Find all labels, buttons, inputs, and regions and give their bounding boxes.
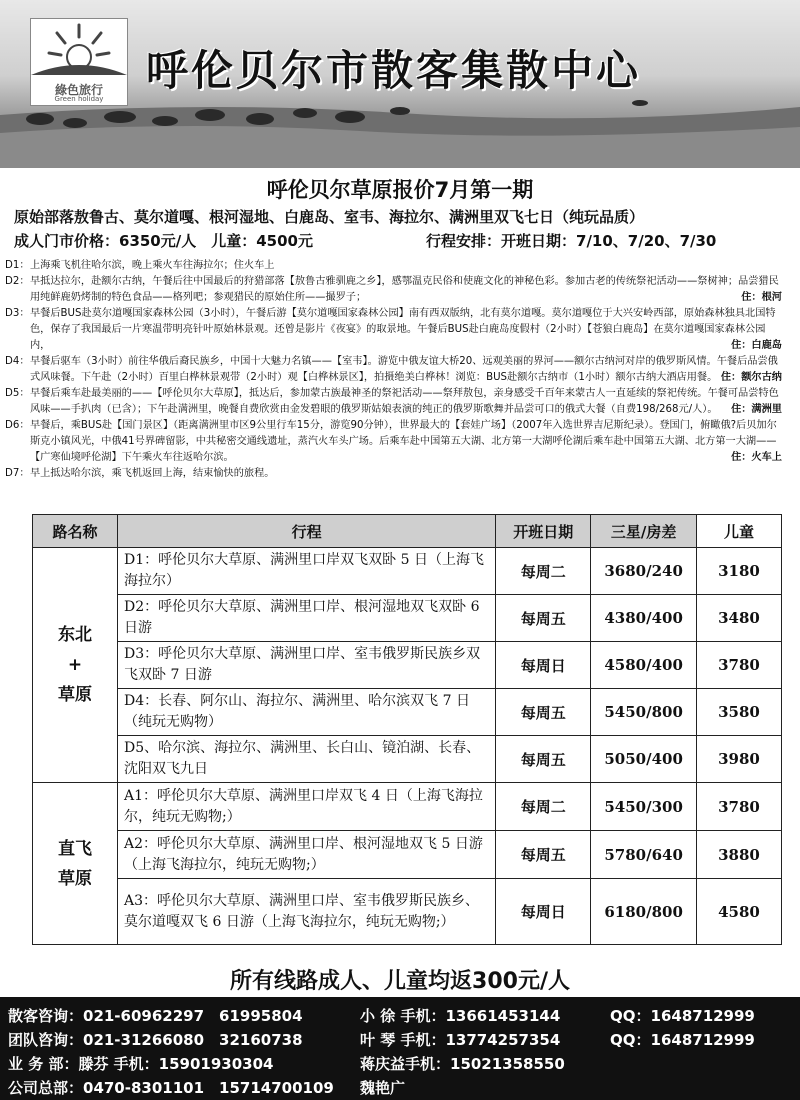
table-row [33,548,782,595]
header-banner [0,0,800,168]
route-cell: D5、哈尔滨、海拉尔、满洲里、长白山、镜泊湖、长春、沈阳双飞九日 [118,736,496,783]
route-price-table [32,514,782,945]
day-description: 早餐后乘车赴最美丽的——【呼伦贝尔大草原】，抵达后，参加蒙古族最神圣的祭祀活动——祭拜敖包，亲身感受千百年来蒙古人一直延续的祭祀传统。午餐可品尝特色风味——手扒肉（已含）；下午赴满洲里，晚餐自费欣赏由金发碧眼的俄罗斯姑娘表演的纯正的俄罗斯歌舞并品尝可口的俄式大餐（自费198/268元/人）。 [30,388,779,415]
price-cell: 6180/800 [591,879,697,945]
departure-day-cell: 每周日 [496,879,591,945]
day-label: D4： [5,356,30,367]
price-cell: 4580/400 [591,642,697,689]
child-price-cell: 3780 [696,783,781,831]
contact-entry: 业 务 部：滕芬 手机：15901930304 [8,1055,274,1073]
table-row [33,689,782,736]
route-cell: A1：呼伦贝尔大草原、满洲里口岸双飞 4 日（上海飞海拉尔，纯玩无购物;） [118,783,496,831]
day-hotel: 住：白鹿岛 [727,338,782,354]
contact-entry: 蒋庆益手机：15021358550 [360,1055,565,1073]
departure-dates: 行程安排：开班日期：7/10、7/20、7/30 [426,232,717,250]
issue-title: 呼伦贝尔草原报价7月第一期 [266,178,534,202]
day-hotel: 住：额尔古纳 [717,370,782,386]
col-departure-day: 开班日期 [496,515,591,548]
price-cell: 5050/400 [591,736,697,783]
page-title: 呼伦贝尔市散客集散中心 [146,46,642,95]
child-price-cell: 3480 [696,595,781,642]
contact-entry: 公司总部：0470-8301101 15714700109 [8,1079,334,1097]
itinerary-day [5,386,782,418]
tour-summary: 原始部落敖鲁古、莫尔道嘎、根河湿地、白鹿岛、室韦、海拉尔、满洲里双飞七日（纯玩品质） [14,208,645,226]
itinerary-day [5,354,782,386]
contact-entry: QQ：1648712999 [610,1031,755,1049]
day-description: 早餐后，乘BUS赴【国门景区】（距离满洲里市区9公里行车15分，游览90分钟），世界最大的【套娃广场】（2007年入选世界吉尼斯纪录）。登国门，俯瞰俄?后贝加尔斯克小镇风光，中俄41号界碑留影，中共秘密交通线遗址，蒸汽火车头广场。后乘车赴中国第五大湖、北方第一大湖呼伦湖后乘车赴中国第五大湖、北方第一大湖——【广寒仙境呼伦湖】下午乘火车往返哈尔滨。 [30,420,777,463]
col-route-name: 路名称 [33,515,118,548]
region-label: 草原 [58,868,93,889]
day-description: 早餐后驱车（3小时）前往华俄后裔民族乡，中国十大魅力名镇——【室韦】。游览中俄友谊大桥20、远观美丽的界河——额尔古纳河对岸的俄罗斯风情。午餐后品尝俄式风味餐。下午赴（2小时）百里白桦林景观带（2小时）观【白桦林景区】，拍摄绝美白桦林！浏览：BUS赴额尔古纳市（1小时）额尔古纳大酒店用餐。 [30,356,778,383]
price-schedule-line [14,230,786,251]
departure-day-cell: 每周五 [496,736,591,783]
region-label: 草原 [58,685,93,705]
sun-logo-icon [31,19,127,79]
contact-row [8,1053,792,1075]
table-row [33,879,782,945]
region-cell [33,548,118,783]
contact-entry: 小 徐 手机：13661453144 [360,1007,561,1025]
itinerary-day [5,274,782,306]
child-price-cell: 3580 [696,689,781,736]
day-hotel: 住：满洲里 [727,402,782,418]
itinerary-day [5,306,782,354]
day-hotel: 住：根河 [737,290,782,306]
contact-row [8,1005,792,1027]
contact-entry: QQ：1648712999 [610,1007,755,1025]
day-description: 上海乘飞机往哈尔滨，晚上乘火车往海拉尔；住火车上 [30,260,275,271]
table-row [33,595,782,642]
departure-day-cell: 每周二 [496,548,591,595]
day-label: D5： [5,388,30,399]
day-label: D6： [5,420,30,431]
company-logo [30,18,128,106]
contact-entry: 魏艳广 [360,1079,406,1097]
price-cell: 5450/800 [591,689,697,736]
route-cell: D3：呼伦贝尔大草原、满洲里口岸、室韦俄罗斯民族乡双飞双卧 7 日游 [118,642,496,689]
region-label: + [67,655,83,675]
day-label: D7： [5,468,30,479]
child-price-cell: 3880 [696,831,781,879]
contact-entry: 叶 琴 手机：13774257354 [360,1031,561,1049]
child-price-cell: 3780 [696,642,781,689]
col-price: 三星/房差 [591,515,697,548]
departure-day-cell: 每周五 [496,831,591,879]
logo-name: 綠色旅行 [54,83,103,97]
price-cell: 5780/640 [591,831,697,879]
day-description: 早餐后BUS赴莫尔道嘎国家森林公园（3小时），午餐后游【莫尔道嘎国家森林公园】南有西双版纳，北有莫尔道嘎。莫尔道嘎位于大兴安岭西部，原始森林独具北国特色，保存了我国最后一片寒温带明亮针叶原始林景观。还曾是影片《夜宴》的取景地。午餐后BUS赴白鹿岛度假村（2小时）【苍狼白鹿岛】在莫尔道嘎国家森林公园内， [30,308,776,351]
route-cell: A2：呼伦贝尔大草原、满洲里口岸、根河湿地双飞 5 日游 （上海飞海拉尔，纯玩无购物;） [118,831,496,879]
departure-day-cell: 每周日 [496,642,591,689]
itinerary-list [5,258,782,482]
region-label: 直飞 [58,838,93,859]
contact-panel [0,997,800,1100]
itinerary-day [5,418,782,466]
contact-entry: 散客咨询：021-60962297 61995804 [8,1007,303,1025]
departure-day-cell: 每周二 [496,783,591,831]
child-price-cell: 3980 [696,736,781,783]
col-child: 儿童 [696,515,781,548]
route-cell: A3：呼伦贝尔大草原、满洲里口岸、室韦俄罗斯民族乡、莫尔道嘎双飞 6 日游（上海飞海拉尔，纯玩无购物;） [118,879,496,945]
day-description: 早上抵达哈尔滨，乘飞机返回上海，结束愉快的旅程。 [30,468,275,479]
table-row [33,642,782,689]
departure-day-cell: 每周五 [496,689,591,736]
contact-row [8,1077,792,1099]
table-row [33,831,782,879]
route-cell: D4：长春、阿尔山、海拉尔、满洲里、哈尔滨双飞 7 日（纯玩无购物） [118,689,496,736]
day-description: 早抵达拉尔，赴额尔古纳，午餐后往中国最后的狩猎部落【敖鲁古雅驯鹿之乡】，感鄂温克民俗和使鹿文化的神秘色彩。参加古老的传统祭祀活动——祭树神；品尝猎民用纯鲜鹿奶烤制的特色食品——格列吧；参观猎民的原始住所——撮罗子； [30,276,779,303]
table-row [33,736,782,783]
contact-entry: 团队咨询：021-31266080 32160738 [8,1031,303,1049]
route-cell: D2：呼伦贝尔大草原、满洲里口岸、根河湿地双飞双卧 6 日游 [118,595,496,642]
price-cell: 4380/400 [591,595,697,642]
region-cell [33,783,118,945]
itinerary-day [5,466,782,482]
child-price-cell: 4580 [696,879,781,945]
day-label: D3： [5,308,30,319]
day-hotel: 住：火车上 [727,450,782,466]
col-itinerary: 行程 [118,515,496,548]
adult-child-price: 成人门市价格：6350元/人 儿童：4500元 [14,232,313,250]
departure-day-cell: 每周五 [496,595,591,642]
promo-slogan: 所有线路成人、儿童均返300元/人 [230,969,570,994]
region-label: 东北 [58,625,93,645]
route-cell: D1：呼伦贝尔大草原、满洲里口岸双飞双卧 5 日（上海飞海拉尔） [118,548,496,595]
day-label: D1： [5,260,30,271]
itinerary-day [5,258,782,274]
price-cell: 3680/240 [591,548,697,595]
logo-subtitle: Green holiday [54,95,104,103]
table-header-row [33,515,782,548]
child-price-cell: 3180 [696,548,781,595]
price-cell: 5450/300 [591,783,697,831]
day-label: D2： [5,276,30,287]
contact-row [8,1029,792,1051]
table-row [33,783,782,831]
